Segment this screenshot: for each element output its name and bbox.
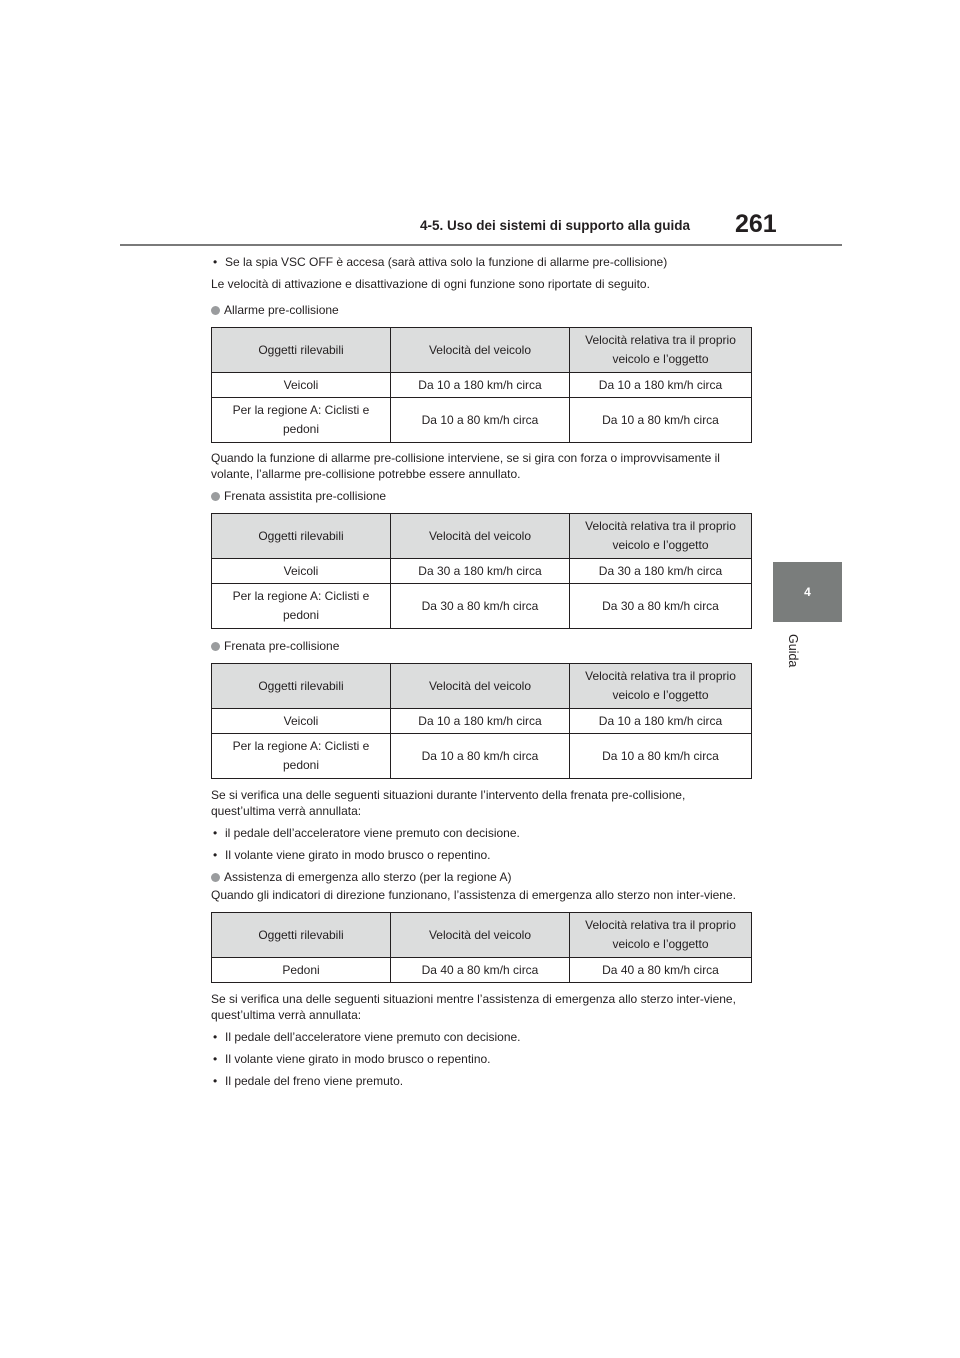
list-item: • Il pedale dell’acceleratore viene premuto con decisione. [211, 1029, 751, 1045]
table-cell: Da 10 a 80 km/h circa [570, 398, 752, 443]
table-row [212, 958, 752, 983]
table-header-row [212, 913, 752, 958]
table-cell: Da 40 a 80 km/h circa [570, 958, 752, 983]
table-row [212, 398, 752, 443]
table-row [212, 373, 752, 398]
circle-bullet-icon [211, 492, 220, 501]
section-note: Se si verifica una delle seguenti situazioni mentre l’assistenza di emergenza allo sterzo inter-viene, quest’ultima verrà annullata: [211, 992, 736, 1022]
table-cell: Veicoli [212, 559, 391, 584]
main-content [211, 254, 751, 1089]
table-cell: Da 30 a 80 km/h circa [391, 584, 570, 629]
header-cell: Velocità relativa tra il proprio veicolo e l’oggetto [570, 328, 752, 373]
circle-bullet-icon [211, 873, 220, 882]
table-header-row [212, 328, 752, 373]
table-cell: Da 10 a 80 km/h circa [391, 734, 570, 779]
table-cell: Per la regione A: Ciclisti e pedoni [212, 398, 391, 443]
section-text: Quando gli indicatori di direzione funzionano, l’assistenza di emergenza allo sterzo non inter-viene. [211, 888, 736, 902]
header-cell: Velocità relativa tra il proprio veicolo e l’oggetto [570, 664, 752, 709]
section-heading [211, 302, 751, 318]
circle-bullet-icon [211, 642, 220, 651]
section-title: Frenata pre-collisione [224, 639, 340, 653]
section-title: Allarme pre-collisione [224, 303, 339, 317]
list-item: • Il volante viene girato in modo brusco o repentino. [211, 1051, 751, 1067]
header-cell: Velocità del veicolo [391, 328, 570, 373]
table-cell: Da 10 a 180 km/h circa [570, 373, 752, 398]
header-cell: Oggetti rilevabili [212, 514, 391, 559]
header-cell: Velocità relativa tra il proprio veicolo e l’oggetto [570, 514, 752, 559]
table-cell: Veicoli [212, 373, 391, 398]
speed-table-frenata [211, 663, 752, 779]
header-cell: Oggetti rilevabili [212, 328, 391, 373]
section-note: Se si verifica una delle seguenti situazioni durante l’intervento della frenata pre-collisione, quest’ultima verrà annullata: [211, 788, 686, 818]
table-cell: Da 10 a 80 km/h circa [391, 398, 570, 443]
table-cell: Da 30 a 180 km/h circa [391, 559, 570, 584]
section-heading [211, 638, 751, 654]
table-row [212, 584, 752, 629]
table-cell: Da 30 a 180 km/h circa [570, 559, 752, 584]
table-cell: Da 10 a 180 km/h circa [391, 373, 570, 398]
table-cell: Da 30 a 80 km/h circa [570, 584, 752, 629]
table-cell: Da 10 a 180 km/h circa [570, 709, 752, 734]
intro-bullet: • Se la spia VSC OFF è accesa (sarà attiva solo la funzione di allarme pre-collisione) [211, 254, 751, 270]
circle-bullet-icon [211, 306, 220, 315]
list-item: • il pedale dell’acceleratore viene premuto con decisione. [211, 825, 751, 841]
speed-table-allarme [211, 327, 752, 443]
table-header-row [212, 514, 752, 559]
section-heading [211, 869, 751, 885]
section-heading [211, 488, 751, 504]
table-cell: Per la regione A: Ciclisti e pedoni [212, 734, 391, 779]
list-item: • Il pedale del freno viene premuto. [211, 1073, 751, 1089]
list-item: • Il volante viene girato in modo brusco o repentino. [211, 847, 751, 863]
table-cell: Da 10 a 80 km/h circa [570, 734, 752, 779]
header-divider [120, 244, 842, 246]
table-row [212, 559, 752, 584]
header-cell: Velocità relativa tra il proprio veicolo e l’oggetto [570, 913, 752, 958]
speed-table-assistenza-sterzo [211, 912, 752, 983]
speed-table-frenata-assistita [211, 513, 752, 629]
table-row [212, 709, 752, 734]
section-note: Quando la funzione di allarme pre-collisione interviene, se si gira con forza o improvvisamente il volante, l’allarme pre-collisione potrebbe essere annullato. [211, 451, 720, 481]
section-title: Assistenza di emergenza allo sterzo (per la regione A) [224, 870, 512, 884]
header-cell: Oggetti rilevabili [212, 664, 391, 709]
table-cell: Per la regione A: Ciclisti e pedoni [212, 584, 391, 629]
table-cell: Da 40 a 80 km/h circa [391, 958, 570, 983]
section-header: 4-5. Uso dei sistemi di supporto alla guida [420, 218, 691, 233]
table-row [212, 734, 752, 779]
table-cell: Pedoni [212, 958, 391, 983]
section-title: Frenata assistita pre-collisione [224, 489, 387, 503]
header-cell: Velocità del veicolo [391, 664, 570, 709]
header-cell: Velocità del veicolo [391, 913, 570, 958]
table-header-row [212, 664, 752, 709]
page-number: 261 [735, 210, 777, 238]
chapter-number: 4 [804, 585, 811, 599]
chapter-label: Guida [786, 634, 800, 668]
intro-text: Le velocità di attivazione e disattivazione di ogni funzione sono riportate di seguito. [211, 277, 650, 291]
chapter-tab [773, 562, 842, 622]
table-cell: Da 10 a 180 km/h circa [391, 709, 570, 734]
header-cell: Oggetti rilevabili [212, 913, 391, 958]
header-cell: Velocità del veicolo [391, 514, 570, 559]
table-cell: Veicoli [212, 709, 391, 734]
